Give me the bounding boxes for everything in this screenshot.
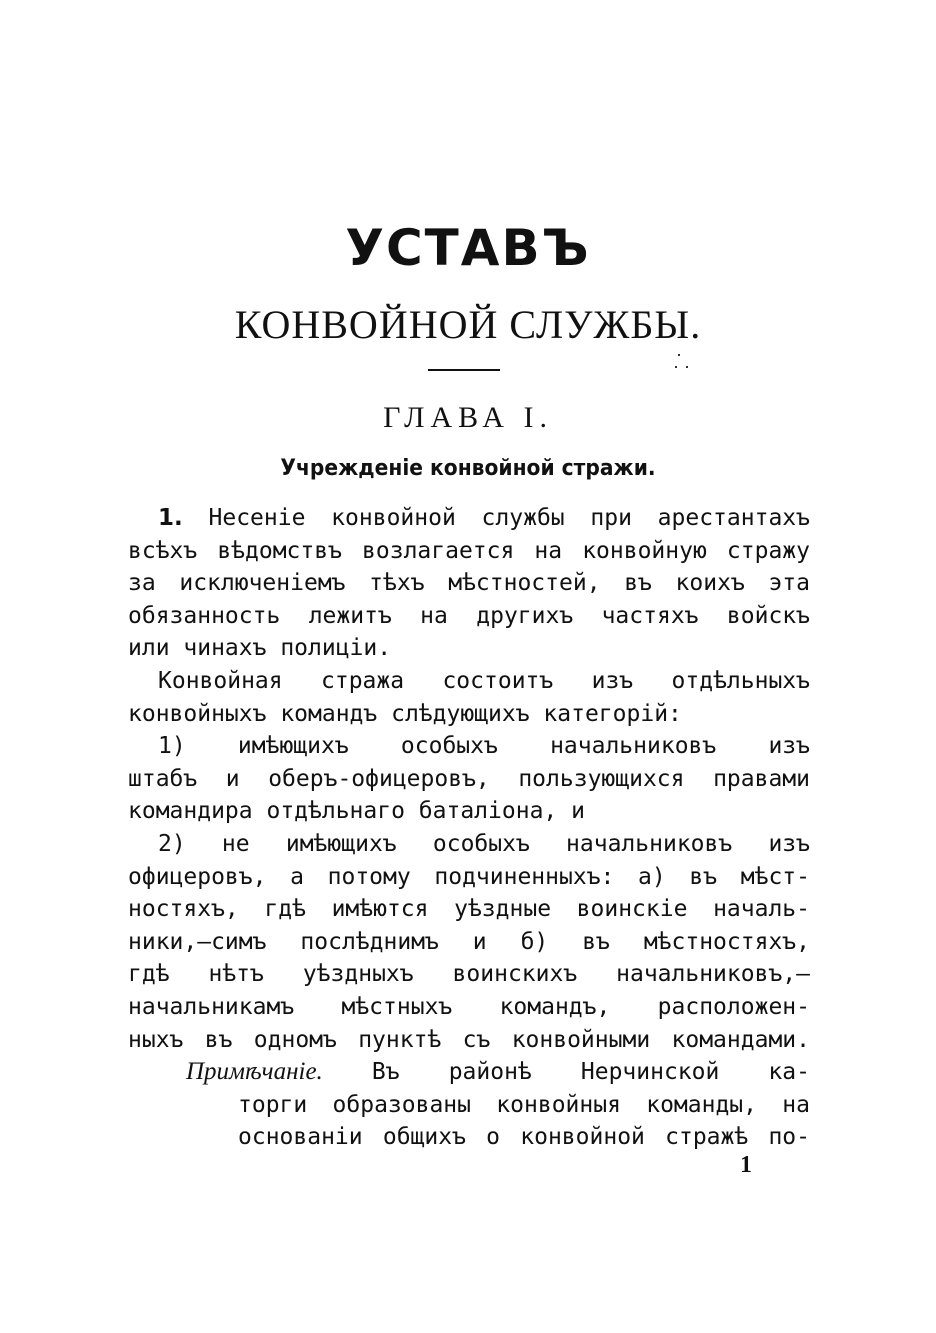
text-line: ныхъ въ одномъ пунктѣ съ конвойными командами. <box>128 1026 810 1053</box>
page-number: 1 <box>740 1152 752 1178</box>
text-line: 2) не имѣющихъ особыхъ начальниковъ изъ <box>158 830 810 857</box>
document-title: УСТАВЪ <box>345 219 591 277</box>
text-line: 1) имѣющихъ особыхъ начальниковъ изъ <box>158 733 810 760</box>
paragraph-number: 1. <box>158 505 183 531</box>
text-line: ники,—симъ послѣднимъ и б) въ мѣстностяхъ, <box>128 928 810 955</box>
chapter-title: Учрежденіе конвойной стражи. <box>280 456 656 481</box>
text-line: командира отдѣльнаго баталіона, и <box>128 798 585 825</box>
text-line: или чинахъ полиціи. <box>128 635 392 662</box>
note-line: основаніи общихъ о конвойной стражѣ по- <box>238 1124 810 1151</box>
note-line: торги образованы конвойныя команды, на <box>238 1091 810 1118</box>
text-line: ностяхъ, гдѣ имѣются уѣздные воинскіе началь- <box>128 896 810 923</box>
text-line: гдѣ нѣтъ уѣздныхъ воинскихъ начальниковъ,— <box>128 961 810 988</box>
text-line: офицеровъ, а потому подчиненныхъ: а) въ мѣст- <box>128 863 810 890</box>
text-line: всѣхъ вѣдомствъ возлагается на конвойную стражу <box>128 537 810 564</box>
chapter-heading: ГЛАВА I. <box>383 401 553 434</box>
note-line: Примѣчаніе. Въ районѣ Нерчинской ка- <box>186 1058 810 1086</box>
text-line: конвойныхъ командъ слѣдующихъ категорій: <box>128 700 682 727</box>
text-line: за исключеніемъ тѣхъ мѣстностей, въ коихъ эта <box>128 570 810 597</box>
body-text <box>128 502 810 1154</box>
note-label: Примѣчаніе. <box>186 1058 323 1086</box>
text-line: Конвойная стража состоитъ изъ отдѣльныхъ <box>158 667 810 694</box>
text-line: начальникамъ мѣстныхъ командъ, расположен- <box>128 993 810 1020</box>
title-divider <box>428 369 500 371</box>
document-subtitle: КОНВОЙНОЙ СЛУЖБЫ. <box>234 302 702 347</box>
text-line: обязанность лежитъ на другихъ частяхъ войскъ <box>128 602 810 629</box>
print-speck <box>672 352 694 372</box>
text-line: штабъ и оберъ-офицеровъ, пользующихся правами <box>128 765 810 792</box>
text-line: 1. Несеніе конвойной службы при арестантахъ <box>158 505 810 531</box>
